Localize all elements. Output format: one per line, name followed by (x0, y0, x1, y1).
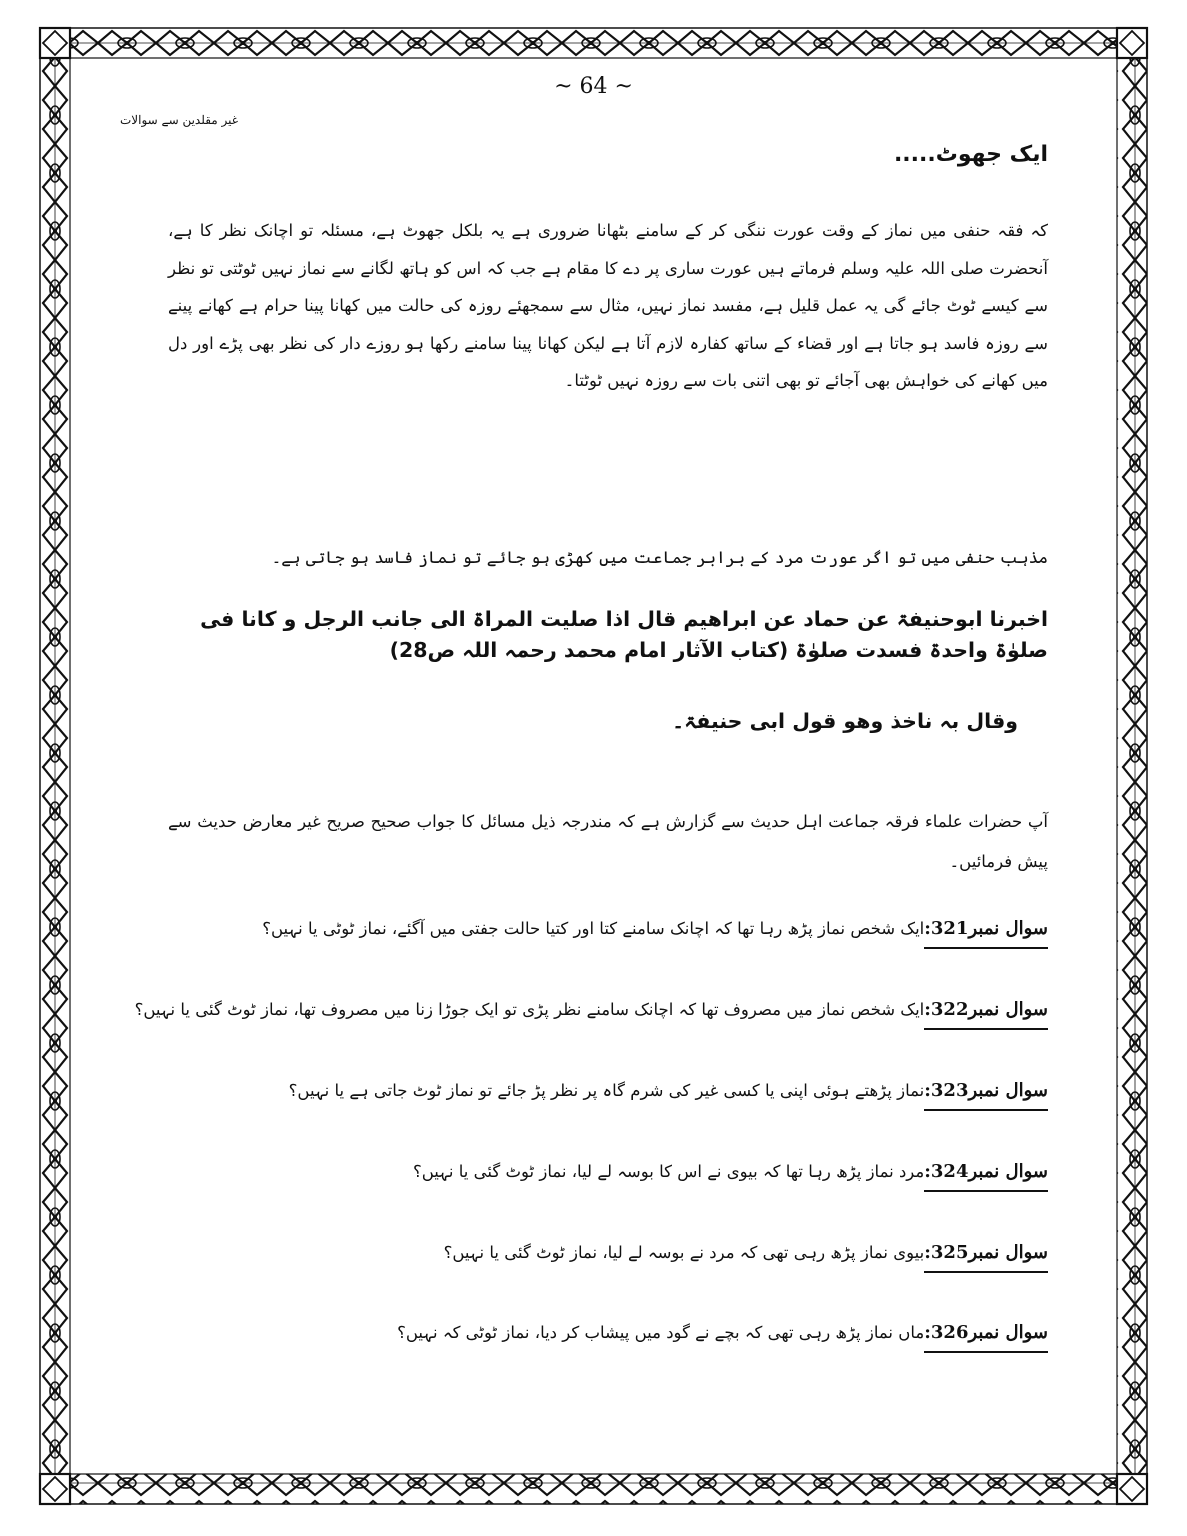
question-text: ماں نماز پڑھ رہی تھی کہ بچے نے گود میں پیشاب کر دیا، نماز ٹوٹی کہ نہیں؟ (397, 1323, 925, 1342)
question-text: نماز پڑھتے ہوئی اپنی یا کسی غیر کی شرم گاہ پر نظر پڑ جائے تو نماز ٹوٹ جاتی ہے یا نہیں؟ (288, 1081, 925, 1100)
running-head: غیر مقلدین سے سوالات (120, 113, 239, 127)
question-item (168, 1161, 1048, 1192)
question-item (168, 1322, 1048, 1353)
arabic-closing-quote: وقال بہ ناخذ وھو قول ابی حنیفۃ۔ (672, 709, 1018, 733)
question-item (168, 1080, 1048, 1111)
question-label: سوال نمبر322: (924, 999, 1048, 1030)
page-number: ~ 64 ~ (554, 74, 633, 99)
question-label: سوال نمبر323: (924, 1080, 1048, 1111)
question-item (168, 918, 1048, 949)
question-label: سوال نمبر321: (924, 918, 1048, 949)
paragraph-hanafi-ruling: مذہب حنفی میں تو اگر عورت مرد کے برابر جماعت میں کھڑی ہو جائے تو نماز فاسد ہو جاتی ہے۔ (271, 548, 1048, 567)
arabic-hadith-quote: اخبرنا ابوحنیفۃ عن حماد عن ابراھیم قال اذا صلیت المراۃ الی جانب الرجل و کانا فی صلوٰۃ واحدۃ فسدت صلوٰۃ (کتاب الآثار امام محمد رحمہ اللہ ص28) (200, 607, 1048, 662)
question-item (134, 999, 1048, 1030)
paragraph-request: آپ حضرات علماء فرقہ جماعت اہل حدیث سے گزارش ہے کہ مندرجہ ذیل مسائل کا جواب صحیح صریح غیر معارض حدیث سے پیش فرمائیں۔ (168, 812, 1048, 871)
question-text: ایک شخص نماز میں مصروف تھا کہ اچانک سامنے نظر پڑی تو ایک جوڑا زنا میں مصروف تھا، نماز ٹوٹ گئی یا نہیں؟ (134, 1000, 925, 1019)
question-item (168, 1242, 1048, 1273)
question-text: بیوی نماز پڑھ رہی تھی کہ مرد نے بوسہ لے لیا، نماز ٹوٹ گئی یا نہیں؟ (443, 1243, 925, 1262)
paragraph-explanation: کہ فقہ حنفی میں نماز کے وقت عورت ننگی کر کے سامنے بٹھانا ضروری ہے یہ بلکل جھوٹ ہے، مسئلہ تو اچانک نظر کا ہے، آنحضرت صلی اللہ علیہ وسلم فرماتے ہیں عورت ساری پر دے کا مقام ہے جب کہ اس کو ہاتھ لگانے سے نماز نہیں ٹوٹتی تو نظر سے کیسے ٹوٹ جائے گی یہ عمل قلیل ہے، مفسد نماز نہیں، مثال سے سمجھئے روزہ کی حالت میں کھانا پینا حرام ہے کھانے پینے سے روزہ فاسد ہو جاتا ہے اور قضاء کے ساتھ کفارہ لازم آتا ہے لیکن کھانا پینا سامنے رکھا ہو روزے دار کی نظر بھی پڑے اور دل میں کھانے کی خواہش بھی آجائے تو بھی اتنی بات سے روزہ نہیں ٹوٹتا۔ (168, 221, 1048, 390)
question-label: سوال نمبر324: (924, 1161, 1048, 1192)
section-title: ایک جھوٹ..... (893, 142, 1048, 167)
question-text: مرد نماز پڑھ رہا تھا کہ بیوی نے اس کا بوسہ لے لیا، نماز ٹوٹ گئی یا نہیں؟ (412, 1162, 925, 1181)
question-label: سوال نمبر326: (924, 1322, 1048, 1353)
question-label: سوال نمبر325: (924, 1242, 1048, 1273)
question-text: ایک شخص نماز پڑھ رہا تھا کہ اچانک سامنے کتا اور کتیا حالت جفتی میں آگئے، نماز ٹوٹی یا نہیں؟ (262, 919, 925, 938)
